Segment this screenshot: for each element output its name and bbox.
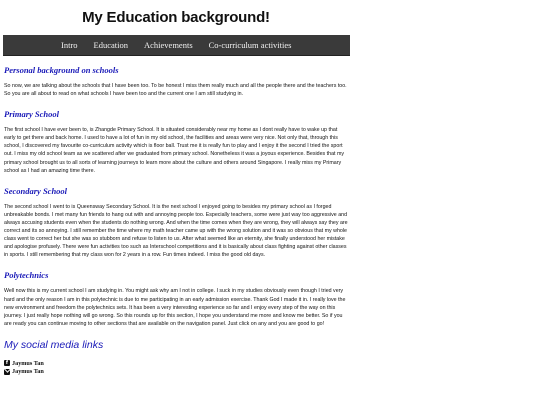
section-heading: Secondary School [4,185,68,196]
main-content [3,65,350,376]
section-primary-school [3,109,350,175]
social-link-label[interactable]: Jaymus Tan [12,359,44,367]
social-media-section [3,339,350,376]
section-text: The first school I have ever been to, is Zhangde Primary School. It is situated considerably near my home as I dont really have to wake up that early to get there and back home. I used to have a lot of fun in my old school, the facilities and areas were very nice. Not only that, through this school, I discovered my favourite co-curriculum activity which is floor ball. Trust me it is really fun to play and I enjoy it the second I tried the sport out. I miss my old school team as we scattered after we graduated from primary school. Nonetheless it was a joyous experience. Besides that my primary school brought us to all sorts of learning journeys to learn more about the culture and others around Singapore. I really miss my Primary school as I had an amazing time there. [4,127,345,174]
social-link-email[interactable] [4,367,350,376]
section-heading: Primary School [4,109,60,120]
social-link-label[interactable]: Jaymus Tan [12,368,44,376]
section-text: Well now this is my current school I am studying in. You might ask why am I not in college. I suck in my studies obviously even though I tried very hard and the only reason I am in this polytechnic is due to me participating in an early admission exercise. Thank God I made it in. I really love the new environment and freedom the polytechnics sets. It has been a very interesting experience so far and I enjoy every step of the way on this journey. I just really hope nothing will go wrong. So this rounds up for this section, I hope you understand me more and know me better. So if you are ready you can continue moving to other sections that are available on the navigation panel. Just click on any and you are good to go! [4,288,346,327]
section-text: So now, we are talking about the schools that I have been too. To be honest I miss them really much and all the people there and the teachers too. So you are all about to read on what schools I have been too and the current one I am still studying in. [4,83,347,98]
section-heading: Personal background on schools [4,65,119,75]
section-secondary-school [3,186,350,260]
section-heading: Polytechnics [4,270,49,281]
page-title: My Education background! [82,9,270,26]
nav-item-education[interactable]: Education [93,40,128,50]
section-text: The second school I went to is Queensway Secondary School. It is the next school I enjoyed going to besides my primary school as I forged unbreakable bonds. I met many fun friends to hang out with and annoying people too. Especially teachers, some were just way too aggressive and always accusing students even when the students do nothing wrong. And when the time comes when they are wrong, they will always say they are correct and its so annoying. I still remember the time where my math teacher came up with the wrong solution and it was so obvious that my whole class went to correct her but she was so stubborn and refuse to listen to us. After what seemed like an eternity, she finally understood her mistake and apologise profusely. There were fun activities too such as Interschool competitions and it is basically about class fighting against other classes in sports. I still remembering that my class won for 2 years in a row. Fun times indeed. I miss the good old days. [4,203,348,259]
social-link-facebook[interactable] [4,359,350,368]
mail-icon [4,369,10,375]
section-polytechnics [3,270,350,327]
navigation-bar [3,35,350,56]
nav-item-co-curriculum[interactable]: Co-curriculum activities [208,40,292,50]
nav-item-intro[interactable]: Intro [61,40,78,50]
nav-item-achievements[interactable]: Achievements [144,40,193,50]
section-personal-background [3,65,350,98]
facebook-icon: f [5,360,9,367]
social-heading: My social media links [4,338,104,351]
